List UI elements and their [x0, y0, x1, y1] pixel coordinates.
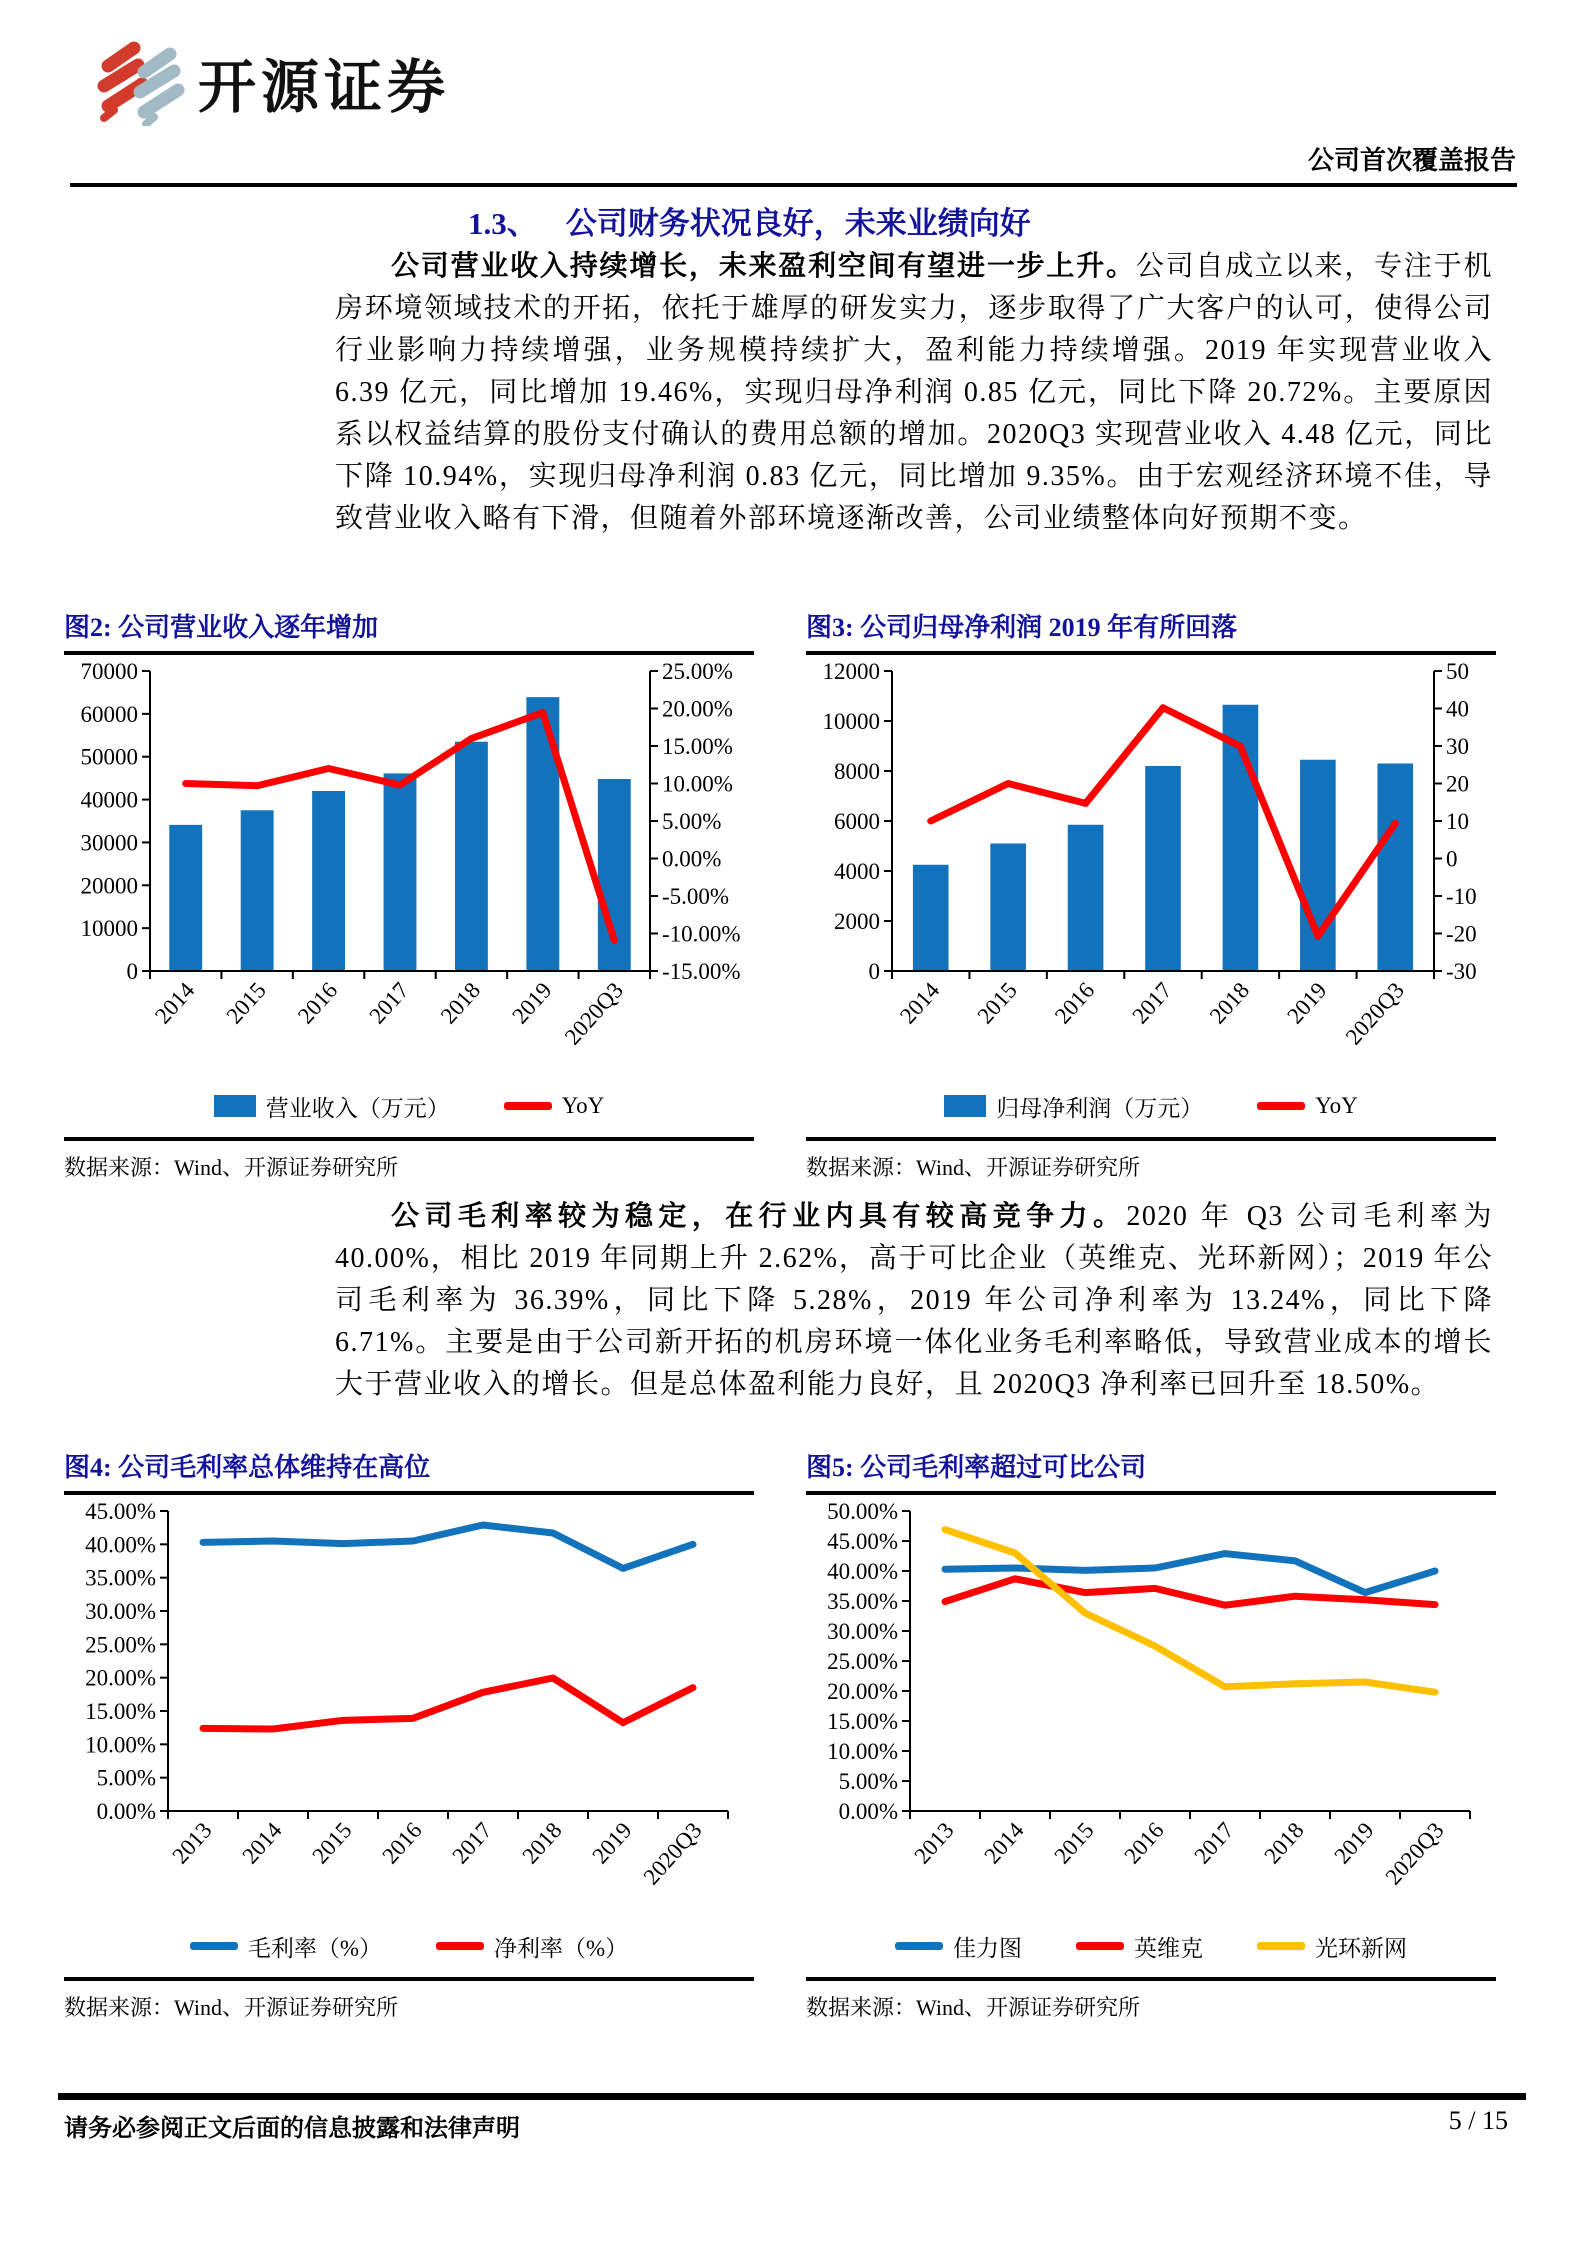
footer-disclaimer: 请务必参阅正文后面的信息披露和法律声明	[64, 2116, 520, 2142]
figure-4	[64, 1452, 754, 2022]
svg-text:2018: 2018	[1204, 977, 1255, 1029]
svg-text:2019: 2019	[507, 977, 557, 1029]
legend-bar-swatch	[214, 1095, 256, 1117]
footer-divider	[58, 2093, 1526, 2100]
svg-text:25.00%: 25.00%	[662, 659, 733, 684]
svg-text:10.00%: 10.00%	[662, 771, 733, 797]
svg-text:10000: 10000	[822, 709, 880, 734]
section-number: 1.3、	[468, 206, 538, 241]
svg-text:2020Q3: 2020Q3	[559, 977, 629, 1050]
figure-source: 数据来源：Wind、开源证券研究所	[64, 1155, 398, 1180]
figure-3-chart	[806, 657, 1496, 1089]
svg-text:-20: -20	[1446, 921, 1477, 947]
svg-text:50: 50	[1446, 659, 1469, 684]
svg-text:40.00%: 40.00%	[85, 1532, 156, 1558]
figure-title-divider	[806, 1491, 1496, 1495]
legend-label: 营业收入（万元）	[265, 1095, 450, 1121]
svg-text:30000: 30000	[80, 830, 138, 856]
svg-text:-10: -10	[1446, 884, 1477, 909]
svg-text:5.00%: 5.00%	[838, 1769, 898, 1794]
figure-bottom-divider	[64, 1977, 754, 1981]
figure-title-divider	[64, 651, 754, 655]
section-title: 公司财务状况良好，未来业绩向好	[565, 206, 1031, 241]
legend-label: 归母净利润（万元）	[996, 1095, 1204, 1121]
figure-bottom-divider	[64, 1137, 754, 1141]
figure-title-divider	[64, 1491, 754, 1495]
brand-logo	[92, 38, 450, 126]
svg-text:0.00%: 0.00%	[838, 1799, 898, 1824]
figure-bottom-divider	[806, 1977, 1496, 1981]
svg-text:2018: 2018	[1259, 1817, 1309, 1869]
brand-logo-icon	[92, 38, 188, 126]
svg-text:2016: 2016	[1049, 977, 1100, 1029]
svg-text:-10.00%: -10.00%	[662, 921, 741, 947]
svg-text:45.00%: 45.00%	[85, 1499, 156, 1524]
legend-item	[504, 1093, 604, 1119]
legend-label: 光环新网	[1315, 1935, 1407, 1961]
legend-line-swatch	[1257, 1102, 1305, 1110]
legend-line-swatch	[504, 1102, 552, 1110]
svg-text:6000: 6000	[834, 809, 880, 834]
svg-text:2018: 2018	[517, 1817, 567, 1869]
figure-title-divider	[806, 651, 1496, 655]
legend-label: 毛利率（%）	[247, 1935, 382, 1961]
figure-legend	[806, 1929, 1496, 1963]
figure-2	[64, 612, 754, 1182]
legend-line-swatch	[436, 1942, 484, 1950]
legend-line-swatch	[895, 1942, 943, 1950]
legend-item	[436, 1930, 628, 1963]
svg-text:2014: 2014	[237, 1817, 287, 1869]
figure-legend	[64, 1089, 754, 1123]
svg-text:2014: 2014	[895, 977, 945, 1029]
svg-text:2020Q3: 2020Q3	[638, 1817, 707, 1890]
svg-text:50000: 50000	[80, 744, 138, 770]
figure-bottom-divider	[806, 1137, 1496, 1141]
svg-text:2014: 2014	[979, 1817, 1029, 1869]
figure-3	[806, 612, 1496, 1182]
paragraph-lead: 公司营业收入持续增长，未来盈利空间有望进一步上升。	[391, 251, 1136, 282]
svg-text:2013: 2013	[909, 1817, 959, 1869]
svg-text:8000: 8000	[834, 759, 880, 784]
svg-text:2019: 2019	[1282, 977, 1332, 1029]
svg-text:35.00%: 35.00%	[85, 1565, 156, 1591]
svg-text:4000: 4000	[834, 859, 880, 884]
svg-text:45.00%: 45.00%	[827, 1529, 898, 1554]
legend-line-swatch	[1257, 1942, 1305, 1950]
svg-text:70000: 70000	[80, 659, 138, 684]
legend-item	[1257, 1093, 1357, 1119]
figure-title: 图2: 公司营业收入逐年增加	[64, 613, 379, 642]
svg-text:15.00%: 15.00%	[662, 734, 733, 759]
legend-item	[1076, 1930, 1203, 1963]
paragraph-revenue	[335, 246, 1493, 540]
svg-text:2017: 2017	[447, 1817, 497, 1869]
svg-text:50.00%: 50.00%	[827, 1499, 898, 1524]
svg-text:40000: 40000	[80, 787, 138, 813]
legend-bar-swatch	[944, 1095, 986, 1117]
paragraph-body: 公司自成立以来，专注于机房环境领域技术的开拓，依托于雄厚的研发实力，逐步取得了广大客户的认可，使得公司行业影响力持续增强，业务规模持续扩大，盈利能力持续增强。2019 年实现营业收入 6.39 亿元，同比增加 19.46%，实现归母净利润 0.85 亿元，同比下降 20.72%。主要原因系以权益结算的股份支付确认的费用总额的增加。2020Q3 实现营业收入 4.48 亿元，同比下降 10.94%，实现归母净利润 0.83 亿元，同比增加 9.35%。由于宏观经济环境不佳，导致营业收入略有下滑，但随着外部环境逐渐改善，公司业绩整体向好预期不变。	[335, 251, 1493, 534]
svg-text:10000: 10000	[80, 916, 138, 942]
svg-text:2013: 2013	[167, 1817, 217, 1869]
svg-text:12000: 12000	[822, 659, 880, 684]
svg-text:20.00%: 20.00%	[85, 1665, 156, 1691]
figure-source: 数据来源：Wind、开源证券研究所	[806, 1995, 1140, 2020]
svg-text:30.00%: 30.00%	[85, 1599, 156, 1624]
svg-text:2017: 2017	[364, 977, 414, 1029]
report-type-label: 公司首次覆盖报告	[1307, 146, 1516, 175]
figure-2-chart	[64, 657, 754, 1089]
svg-text:0: 0	[868, 959, 880, 984]
figure-5	[806, 1452, 1496, 2022]
svg-text:60000: 60000	[80, 701, 138, 727]
svg-text:2015: 2015	[221, 977, 271, 1029]
paragraph-body: 2020 年 Q3 公司毛利率为 40.00%，相比 2019 年同期上升 2.62%，高于可比企业（英维克、光环新网）；2019 年公司毛利率为 36.39%，同比下降 5.28%，2019 年公司净利率为 13.24%，同比下降 6.71%。主要是由于公司新开拓的机房环境一体化业务毛利率略低，导致营业成本的增长大于营业收入的增长。但是总体盈利能力良好，且 2020Q3 净利率已回升至 18.50%。	[335, 1201, 1493, 1400]
svg-text:20.00%: 20.00%	[827, 1679, 898, 1704]
paragraph-lead: 公司毛利率较为稳定，在行业内具有较高竞争力。	[391, 1201, 1127, 1232]
legend-item	[1257, 1930, 1407, 1963]
svg-text:0: 0	[126, 959, 138, 984]
svg-text:30.00%: 30.00%	[827, 1619, 898, 1644]
svg-text:0.00%: 0.00%	[96, 1799, 156, 1824]
paragraph-margin	[335, 1196, 1493, 1406]
figure-legend	[64, 1929, 754, 1963]
svg-text:2019: 2019	[1329, 1817, 1379, 1869]
legend-label: 净利率（%）	[494, 1935, 629, 1961]
figure-5-chart	[806, 1497, 1496, 1929]
svg-text:25.00%: 25.00%	[85, 1632, 156, 1658]
svg-text:2015: 2015	[972, 977, 1022, 1029]
svg-text:2015: 2015	[1049, 1817, 1099, 1869]
legend-label: YoY	[561, 1093, 605, 1118]
figure-4-chart	[64, 1497, 754, 1929]
svg-text:0.00%: 0.00%	[662, 846, 722, 872]
figure-title: 图3: 公司归母净利润 2019 年有所回落	[806, 613, 1238, 642]
svg-text:10.00%: 10.00%	[85, 1732, 156, 1758]
svg-text:20: 20	[1446, 771, 1469, 797]
svg-text:10.00%: 10.00%	[827, 1739, 898, 1764]
figure-title: 图5: 公司毛利率超过可比公司	[806, 1453, 1147, 1482]
svg-text:2020Q3: 2020Q3	[1380, 1817, 1449, 1890]
svg-text:5.00%: 5.00%	[96, 1765, 156, 1791]
figure-source: 数据来源：Wind、开源证券研究所	[806, 1155, 1140, 1180]
figure-title: 图4: 公司毛利率总体维持在高位	[64, 1453, 431, 1482]
svg-text:2016: 2016	[1119, 1817, 1169, 1869]
svg-text:2016: 2016	[292, 977, 343, 1029]
brand-name: 开源证券	[198, 55, 451, 120]
svg-text:25.00%: 25.00%	[827, 1649, 898, 1674]
legend-line-swatch	[1076, 1942, 1124, 1950]
legend-item	[190, 1930, 382, 1963]
svg-text:2000: 2000	[834, 909, 880, 934]
svg-text:2017: 2017	[1127, 977, 1177, 1029]
svg-text:2016: 2016	[377, 1817, 427, 1869]
svg-text:0: 0	[1446, 846, 1458, 872]
svg-text:2014: 2014	[150, 977, 200, 1029]
legend-label: 佳力图	[953, 1935, 1022, 1961]
legend-item	[214, 1090, 450, 1123]
figure-legend	[806, 1089, 1496, 1123]
svg-text:15.00%: 15.00%	[85, 1699, 156, 1724]
legend-label: YoY	[1315, 1093, 1358, 1118]
svg-text:20000: 20000	[80, 873, 138, 899]
svg-text:40: 40	[1446, 696, 1469, 722]
svg-text:40.00%: 40.00%	[827, 1559, 898, 1584]
svg-text:2019: 2019	[587, 1817, 637, 1869]
legend-item	[944, 1090, 1203, 1123]
svg-text:35.00%: 35.00%	[827, 1589, 898, 1614]
header-divider	[70, 183, 1517, 187]
svg-text:20.00%: 20.00%	[662, 696, 733, 722]
svg-text:2017: 2017	[1189, 1817, 1239, 1869]
svg-text:-15.00%: -15.00%	[662, 959, 741, 984]
legend-item	[895, 1930, 1022, 1963]
svg-text:-30: -30	[1446, 959, 1477, 984]
page-number: 5 / 15	[1448, 2106, 1508, 2135]
legend-line-swatch	[190, 1942, 238, 1950]
svg-text:-5.00%: -5.00%	[662, 884, 730, 909]
svg-text:2015: 2015	[307, 1817, 357, 1869]
legend-label: 英维克	[1134, 1935, 1203, 1961]
section-heading	[468, 198, 1031, 243]
svg-text:10: 10	[1446, 809, 1469, 834]
svg-text:15.00%: 15.00%	[827, 1709, 898, 1734]
svg-text:2018: 2018	[435, 977, 486, 1029]
svg-text:2020Q3: 2020Q3	[1340, 977, 1410, 1050]
svg-text:5.00%: 5.00%	[662, 809, 722, 834]
svg-text:30: 30	[1446, 734, 1469, 759]
figure-source: 数据来源：Wind、开源证券研究所	[64, 1995, 398, 2020]
